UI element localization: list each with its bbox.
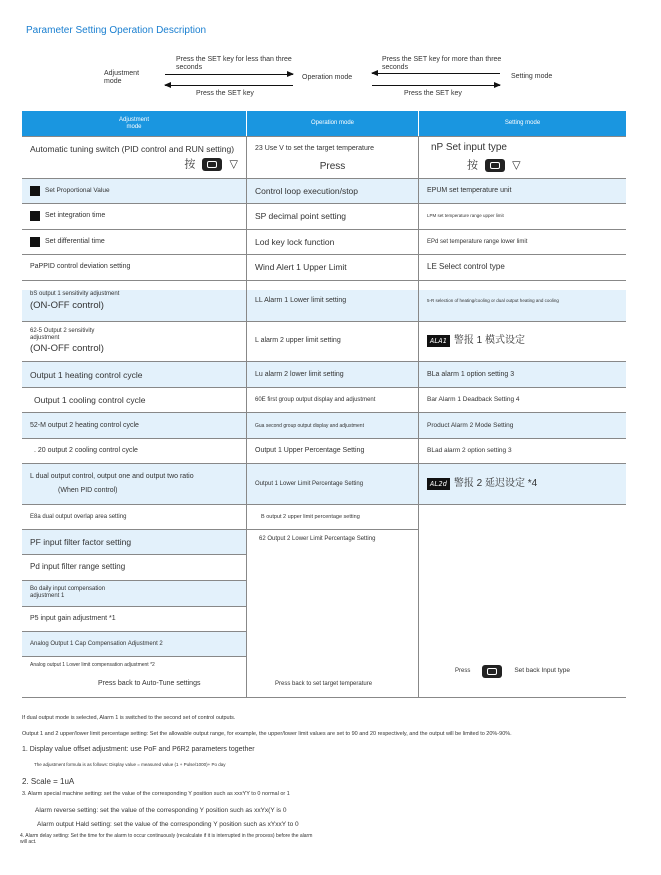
arrow-to-operation <box>165 74 293 75</box>
set-key-icon <box>202 158 222 171</box>
op-cell: L alarm 2 upper limit setting <box>255 337 341 344</box>
note: The adjustment formula is as follows: Display value = measured value (1 + Pulse/1000)+ Po day <box>34 762 226 767</box>
set-cell: EPUM set temperature unit <box>427 186 512 194</box>
press-less-label: Press the SET key for less than three seconds <box>176 56 292 71</box>
note: If dual output mode is selected, Alarm 1 is switched to the second set of control outputs. <box>22 715 236 721</box>
row-divider <box>22 697 626 698</box>
set-cell: ALA1 警报 1 模式设定 <box>419 321 626 361</box>
set-key-icon <box>485 159 505 172</box>
parameter-table <box>22 111 626 698</box>
set-cell: EPd set temperature range lower limit <box>427 238 528 245</box>
adj-cell: Bo daily input compensation adjustment 1 <box>30 586 106 599</box>
adj-cell: Set differential time <box>22 229 246 254</box>
set-cell: LPM set temperature range upper limit <box>427 213 504 218</box>
op-cell: Output 1 Lower Limit Percentage Setting <box>255 481 364 487</box>
arrow-to-setting <box>372 85 500 86</box>
black-square-icon <box>30 211 40 221</box>
adj-cell: 62-5 Output 2 sensitivity adjustment (ON-OFF control) <box>30 327 104 354</box>
header-operation: Operation mode <box>247 111 418 136</box>
set-cell: Product Alarm 2 Mode Setting <box>427 421 514 429</box>
adj-cell: 52-M output 2 heating control cycle <box>30 421 139 429</box>
key-sequence: 按 ▽ <box>184 158 238 171</box>
adj-cell: L dual output control, output one and output two ratio (When PID control) <box>30 473 194 494</box>
op-cell: 62 Output 2 Lower Limit Percentage Setting <box>259 536 376 542</box>
note: 2. Scale = 1uA <box>22 777 75 786</box>
led-display-icon: ALA1 <box>427 335 450 347</box>
note: 3. Alarm special machine setting: set the value of the corresponding Y position such as xxxYY to 0 normal or 1 <box>22 791 290 797</box>
adj-cell: PaPPID control deviation setting <box>30 263 131 270</box>
adj-cell: Analog Output 1 Cap Compensation Adjustment 2 <box>30 640 163 647</box>
set-back-input-row: Press Set back Input type <box>419 659 626 683</box>
adj-cell: PF input filter factor setting <box>30 536 132 547</box>
op-cell: Lu alarm 2 lower limit setting <box>255 370 344 378</box>
set-cell: BLa alarm 1 option setting 3 <box>427 370 515 378</box>
op-cell: Lod key lock function <box>255 236 335 247</box>
down-triangle-icon: ▽ <box>229 158 238 171</box>
note: Output 1 and 2 upper/lower limit percentage setting: Set the allowable output range, for example, the upper/lower limit values are set to 90 and 20 respectively, and the output will be limited to 20%-90%. <box>22 731 512 737</box>
note: Alarm output Hald setting: set the value of the corresponding Y position such as xYxxY to 0 <box>37 821 299 828</box>
note: 1. Display value offset adjustment: use PoF and P6R2 parameters together <box>22 746 255 753</box>
op-cell: 23 Use V to set the target temperature Press <box>255 144 375 172</box>
operation-mode-label: Operation mode <box>302 74 353 81</box>
op-cell: 60E first group output display and adjustment <box>255 396 376 403</box>
op-cell: Control loop execution/stop <box>255 185 359 196</box>
op-cell: SP decimal point setting <box>255 211 347 221</box>
op-cell: Gua second group output display and adjustment <box>255 422 364 429</box>
press-set-label-2: Press the SET key <box>404 90 462 97</box>
adj-cell: bS output 1 sensitivity adjustment (ON-OFF control) <box>30 291 120 311</box>
adj-cell: Set Proportional Value <box>22 178 246 203</box>
black-square-icon <box>30 237 40 247</box>
back-to-target-note: Press back to set target temperature <box>275 681 373 687</box>
op-cell: LL Alarm 1 Lower limit setting <box>255 296 347 304</box>
back-to-autotune-note: Press back to Auto-Tune settings <box>98 680 201 687</box>
press-set-label-1: Press the SET key <box>196 90 254 97</box>
key-sequence: 按 ▽ <box>467 159 521 172</box>
page-title: Parameter Setting Operation Description <box>26 25 207 36</box>
adj-cell: Automatic tuning switch (PID control and RUN setting) 按 ▽ <box>30 144 238 171</box>
note: will act. <box>20 839 37 845</box>
adj-cell: Analog output 1 Lower limit compensation adjustment *2 Press back to Auto-Tune settings <box>22 656 246 697</box>
set-key-icon <box>482 665 502 678</box>
adj-cell: P5 input gain adjustment *1 <box>30 614 116 622</box>
op-cell: B output 2 upper limit percentage setting <box>261 513 360 520</box>
header-adjustment: Adjustment mode <box>22 111 246 136</box>
header-setting: Setting mode <box>419 111 626 136</box>
arrow-to-operation-2 <box>372 73 500 74</box>
adj-cell: Output 1 heating control cycle <box>30 369 143 380</box>
set-cell: AL2d 警报 2 延迟设定 *4 <box>419 464 626 504</box>
adjustment-mode-label: Adjustment mode <box>104 70 140 85</box>
down-triangle-icon: ▽ <box>512 159 521 172</box>
adj-cell: . 20 output 2 cooling control cycle <box>34 446 138 454</box>
press-more-label: Press the SET key for more than three seconds <box>382 56 502 71</box>
op-cell: Wind Alert 1 Upper Limit <box>255 262 347 272</box>
set-cell: nP Set input type 按 ▽ <box>419 137 626 178</box>
setting-mode-label: Setting mode <box>511 73 553 80</box>
set-cell: LE Select control type <box>427 262 505 271</box>
black-square-icon <box>30 186 40 196</box>
set-cell: 5-R selection of heating/cooling or dual output heating and cooling <box>427 297 559 303</box>
note: Alarm reverse setting: set the value of the corresponding Y position such as xxYx(Y is 0 <box>35 807 287 814</box>
adj-cell: Set integration time <box>22 203 246 229</box>
arrow-to-adjustment <box>165 85 293 86</box>
adj-cell: Pd input filter range setting <box>30 562 126 571</box>
led-display-icon: AL2d <box>427 478 450 490</box>
set-cell: Bar Alarm 1 Deadback Setting 4 <box>427 395 520 403</box>
note: 4. Alarm delay setting: Set the time for the alarm to occur continuously (recalculate if it is interrupted in the process) before the alarm <box>20 833 313 839</box>
op-cell: Output 1 Upper Percentage Setting <box>255 446 365 454</box>
adj-cell: Output 1 cooling control cycle <box>34 394 146 405</box>
set-cell: BLad alarm 2 option setting 3 <box>427 446 512 454</box>
adj-cell: E8a dual output overlap area setting <box>30 513 127 520</box>
